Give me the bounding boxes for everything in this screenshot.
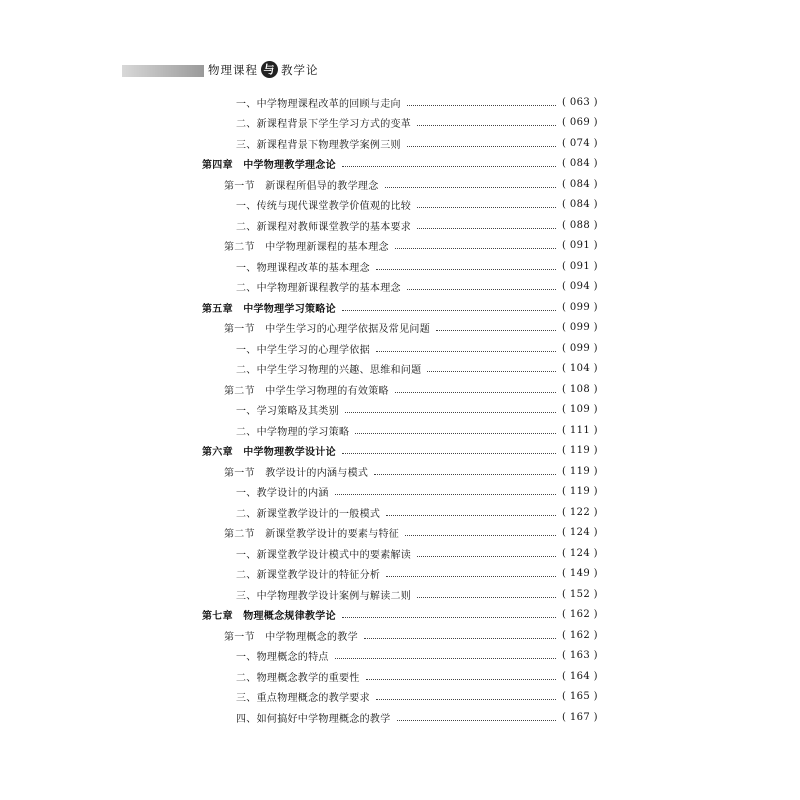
dot-leader [417,597,556,598]
toc-item-row[interactable] [236,483,598,501]
toc-page-number: ( 119 ) [561,465,598,477]
toc-item-row[interactable] [236,667,598,685]
toc-page-number: ( 111 ) [561,424,598,436]
toc-entry-label: 第二节 中学物理新课程的基本理念 [224,242,389,253]
toc-item-row[interactable] [236,339,598,357]
toc-entry-label: 一、学习策略及其类别 [236,406,339,417]
toc-item-row[interactable] [236,708,598,726]
dot-leader [407,105,556,106]
toc-item-row[interactable] [236,401,598,419]
toc-page-number: ( 149 ) [561,568,598,579]
toc-item-row[interactable] [236,360,598,378]
dot-leader [342,453,556,454]
toc-entry-label: 第一节 教学设计的内涵与模式 [224,467,369,479]
toc-page-number: ( 069 ) [561,117,598,128]
dot-leader [417,207,556,208]
toc-page-number: ( 119 ) [561,445,598,456]
toc-page-number: ( 084 ) [561,199,598,210]
toc-item-row[interactable] [236,196,598,214]
dot-leader [385,187,556,188]
toc-chapter-row[interactable] [202,442,598,460]
dot-leader [397,720,556,721]
toc-entry-label: 二、物理概念教学的重要性 [236,672,360,684]
dot-leader [417,556,556,557]
dot-leader [395,248,556,249]
toc-entry-label: 二、新课堂教学设计的一般模式 [236,508,381,520]
toc-chapter-row[interactable] [202,606,598,624]
toc-entry-label: 第四章 中学物理教学理念论 [202,160,336,171]
toc-entry-label: 第一节 新课程所倡导的教学理念 [224,180,379,192]
toc-item-row[interactable] [236,585,598,603]
dot-leader [345,412,556,413]
toc-page-number: ( 063 ) [561,96,598,108]
dot-leader [407,146,556,147]
toc-page-number: ( 163 ) [561,650,598,661]
toc-page-number: ( 162 ) [561,629,598,641]
dot-leader [355,433,556,434]
toc-item-row[interactable] [236,278,598,296]
toc-page-number: ( 162 ) [561,609,598,620]
toc-entry-label: 二、中学生学习物理的兴趣、思维和问题 [236,365,422,376]
toc-page-number: ( 152 ) [561,588,598,600]
book-title-left: 物理课程 [208,62,258,77]
toc-item-row[interactable] [236,216,598,234]
book-title-mark-icon: 与 [261,61,278,78]
toc-item-row[interactable] [236,647,598,665]
toc-item-row[interactable] [236,114,598,132]
toc-section-row[interactable] [224,626,598,644]
toc-page-number: ( 124 ) [561,527,598,538]
toc-item-row[interactable] [236,544,598,562]
toc-section-row[interactable] [224,524,598,542]
toc-page-number: ( 104 ) [561,363,598,374]
toc-page-number: ( 124 ) [561,547,598,559]
toc-section-row[interactable] [224,380,598,398]
toc-entry-label: 二、中学物理新课程教学的基本理念 [236,283,401,294]
toc-page-number: ( 084 ) [561,178,598,190]
toc-entry-label: 第七章 物理概念规律教学论 [202,611,336,622]
dot-leader [374,474,556,475]
toc-entry-label: 三、新课程背景下物理教学案例三则 [236,139,401,151]
toc-entry-label: 一、中学物理课程改革的回顾与走向 [236,98,401,110]
dot-leader [342,166,556,167]
toc-item-row[interactable] [236,688,598,706]
dot-leader [364,638,556,639]
toc-page-number: ( 091 ) [561,240,598,251]
toc-page-number: ( 099 ) [561,342,598,354]
book-title-right: 教学论 [281,62,319,77]
toc-entry-label: 四、如何搞好中学物理概念的教学 [236,713,391,725]
toc-entry-label: 二、新课堂教学设计的特征分析 [236,570,381,581]
toc-page-number: ( 099 ) [561,322,598,333]
toc-entry-label: 二、新课程对教师课堂教学的基本要求 [236,221,412,233]
toc-page-number: ( 108 ) [561,383,598,395]
toc-page-number: ( 084 ) [561,158,598,169]
dot-leader [335,658,556,659]
toc-entry-label: 第一节 中学生学习的心理学依据及常见问题 [224,324,430,335]
toc-page-number: ( 109 ) [561,404,598,415]
dot-leader [395,392,556,393]
toc-section-row[interactable] [224,175,598,193]
toc-entry-label: 三、中学物理教学设计案例与解读二则 [236,590,412,602]
toc-entry-label: 第二节 新课堂教学设计的要素与特征 [224,529,400,540]
dot-leader [386,576,556,577]
dot-leader [436,330,556,331]
toc-entry-label: 一、物理课程改革的基本理念 [236,262,370,274]
toc-page-number: ( 122 ) [561,506,598,518]
dot-leader [376,351,556,352]
toc-page-number: ( 119 ) [561,486,598,497]
toc-entry-label: 一、传统与现代课堂教学价值观的比较 [236,201,412,212]
dot-leader [407,289,556,290]
toc-page-number: ( 091 ) [561,260,598,272]
dot-leader [386,515,556,516]
toc-entry-label: 第一节 中学物理概念的教学 [224,631,358,643]
dot-leader [376,699,556,700]
toc-entry-label: 第五章 中学物理学习策略论 [202,303,336,315]
toc-item-row[interactable] [236,503,598,521]
toc-page-number: ( 088 ) [561,219,598,231]
toc-section-row[interactable] [224,237,598,255]
toc-page-number: ( 099 ) [561,301,598,313]
toc-section-row[interactable] [224,319,598,337]
dot-leader [376,269,556,270]
toc-entry-label: 一、教学设计的内涵 [236,488,329,499]
toc-item-row[interactable] [236,257,598,275]
toc-item-row[interactable] [236,134,598,152]
toc-item-row[interactable] [236,565,598,583]
toc-page-number: ( 094 ) [561,281,598,292]
toc-entry-label: 三、重点物理概念的教学要求 [236,693,370,704]
toc-item-row[interactable] [236,93,598,111]
toc-entry-label: 二、新课程背景下学生学习方式的变革 [236,119,412,130]
dot-leader [417,228,556,229]
toc-entry-label: 一、新课堂教学设计模式中的要素解读 [236,549,412,561]
toc-section-row[interactable] [224,462,598,480]
toc-chapter-row[interactable] [202,155,598,173]
dot-leader [405,535,556,536]
dot-leader [427,371,556,372]
toc-entry-label: 第六章 中学物理教学设计论 [202,447,336,458]
dot-leader [366,679,556,680]
toc-entry-label: 一、物理概念的特点 [236,652,329,663]
toc-entry-label: 第二节 中学生学习物理的有效策略 [224,385,389,397]
toc-page-number: ( 164 ) [561,670,598,682]
toc-page-number: ( 074 ) [561,137,598,149]
toc-entry-label: 二、中学物理的学习策略 [236,426,350,438]
toc-item-row[interactable] [236,421,598,439]
toc-chapter-row[interactable] [202,298,598,316]
toc-entry-label: 一、中学生学习的心理学依据 [236,344,370,356]
dot-leader [335,494,556,495]
dot-leader [342,617,556,618]
dot-leader [342,310,556,311]
toc-page-number: ( 167 ) [561,711,598,723]
toc-page-number: ( 165 ) [561,691,598,702]
dot-leader [417,125,556,126]
